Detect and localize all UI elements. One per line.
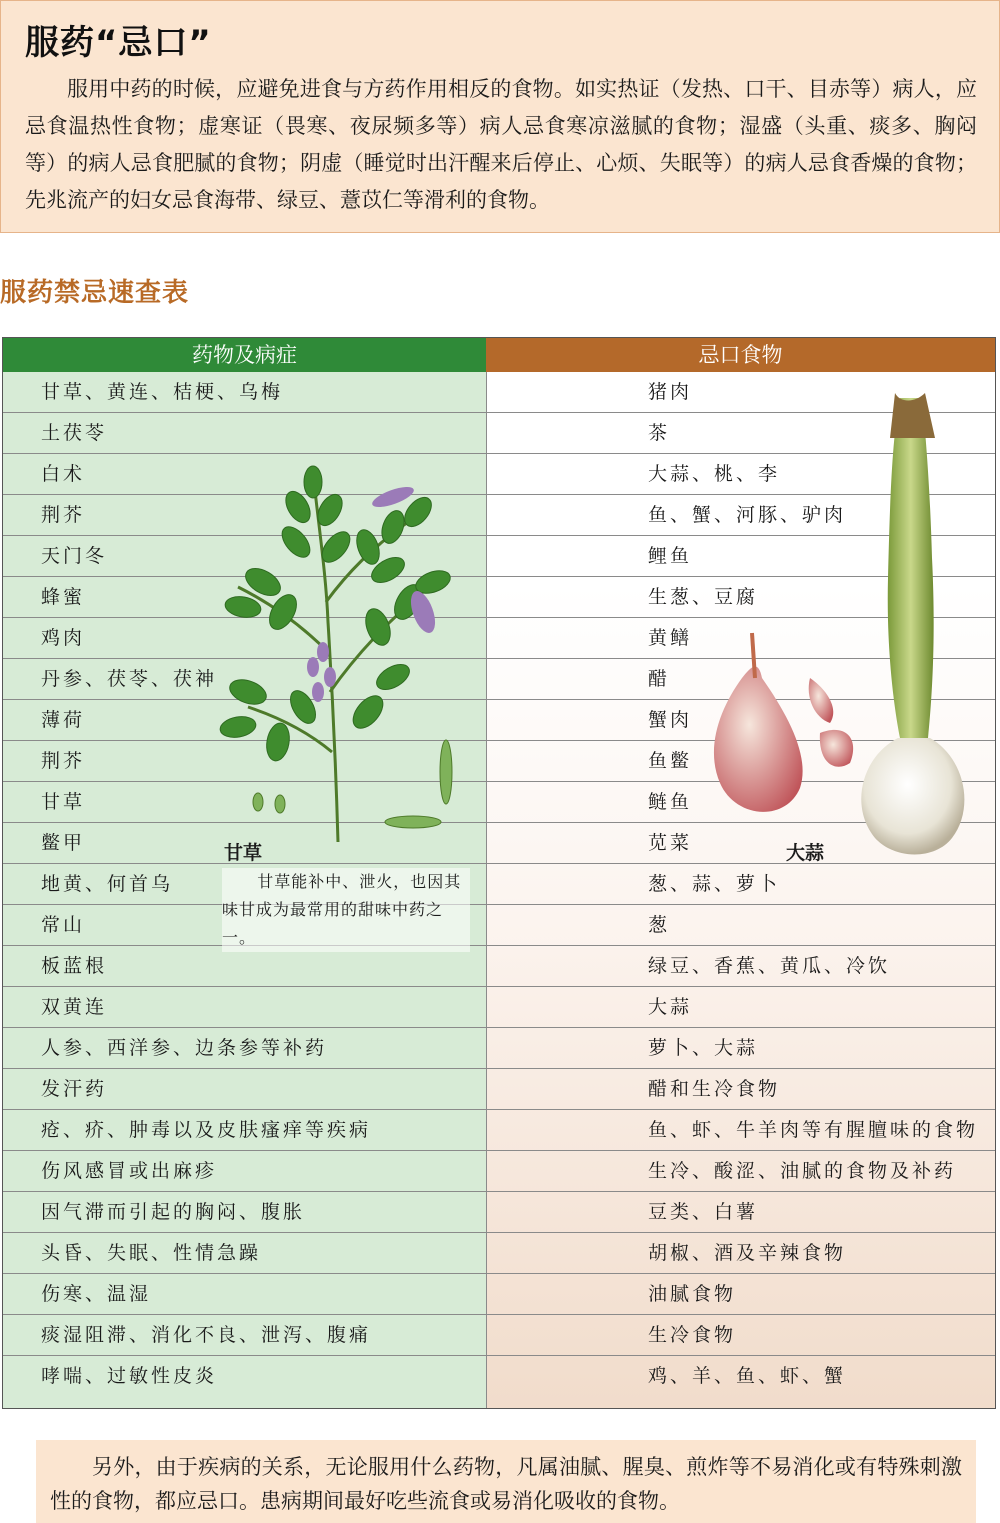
avoid-food-cell: 鱼、蟹、河豚、驴肉 — [648, 504, 847, 526]
table-row — [3, 987, 995, 1028]
licorice-label: 甘草 — [224, 842, 263, 864]
avoid-food-cell: 猪肉 — [648, 381, 693, 403]
table-row — [3, 1069, 995, 1110]
avoid-food-cell: 油腻食物 — [648, 1283, 737, 1305]
table-row — [3, 1028, 995, 1069]
licorice-caption: 甘草能补中、泄火，也因其味甘成为最常用的甜味中药之一。 — [222, 868, 470, 952]
avoid-food-cell: 鲢鱼 — [648, 791, 693, 813]
table-row — [3, 1274, 995, 1315]
avoid-food-cell: 醋 — [648, 668, 671, 690]
medicine-cell: 甘草、黄连、桔梗、乌梅 — [41, 381, 284, 403]
medicine-cell: 鸡肉 — [41, 627, 86, 649]
medicine-cell: 发汗药 — [41, 1078, 108, 1100]
medicine-cell: 荆芥 — [41, 504, 86, 526]
avoid-food-cell: 鱼鳖 — [648, 750, 693, 772]
table-row — [3, 905, 995, 946]
table-row — [3, 1110, 995, 1151]
table-row — [3, 946, 995, 987]
garlic-label: 大蒜 — [786, 842, 825, 864]
medicine-cell: 板蓝根 — [41, 955, 108, 977]
avoid-food-cell: 大蒜 — [648, 996, 693, 1018]
avoid-food-cell: 鸡、羊、鱼、虾、蟹 — [648, 1365, 847, 1387]
avoid-food-cell: 生冷食物 — [648, 1324, 737, 1346]
intro-title: 服药“忌口” — [25, 23, 212, 63]
avoid-food-cell: 苋菜 — [648, 832, 693, 854]
avoid-food-cell: 黄鳝 — [648, 627, 693, 649]
avoid-food-cell: 大蒜、桃、李 — [648, 463, 781, 485]
table-row — [3, 1356, 995, 1397]
avoid-food-cell: 胡椒、酒及辛辣食物 — [648, 1242, 847, 1264]
medicine-cell: 因气滞而引起的胸闷、腹胀 — [41, 1201, 306, 1223]
avoid-food-cell: 醋和生冷食物 — [648, 1078, 781, 1100]
intro-box — [0, 0, 1000, 233]
table-row — [3, 1315, 995, 1356]
avoid-food-cell: 茶 — [648, 422, 671, 444]
avoid-food-cell: 葱 — [648, 914, 671, 936]
table-row — [3, 1233, 995, 1274]
table-row — [3, 864, 995, 905]
avoid-food-cell: 生葱、豆腐 — [648, 586, 759, 608]
avoid-food-cell: 鱼、虾、牛羊肉等有腥膻味的食物 — [648, 1119, 979, 1141]
avoid-food-cell: 鲤鱼 — [648, 545, 693, 567]
table-row — [3, 1192, 995, 1233]
avoid-food-cell: 豆类、白薯 — [648, 1201, 759, 1223]
table-row — [3, 1151, 995, 1192]
medicine-cell: 丹参、茯苓、茯神 — [41, 668, 218, 690]
medicine-cell: 荆芥 — [41, 750, 86, 772]
medicine-cell: 蜂蜜 — [41, 586, 86, 608]
medicine-cell: 鳖甲 — [41, 832, 86, 854]
avoid-food-cell: 生冷、酸涩、油腻的食物及补药 — [648, 1160, 957, 1182]
medicine-cell: 白术 — [41, 463, 86, 485]
outro-box — [36, 1440, 976, 1523]
medicine-cell: 人参、西洋参、边条参等补药 — [41, 1037, 328, 1059]
medicine-cell: 头昏、失眠、性情急躁 — [41, 1242, 262, 1264]
medicine-cell: 甘草 — [41, 791, 86, 813]
medicine-cell: 薄荷 — [41, 709, 86, 731]
medicine-cell: 常山 — [41, 914, 86, 936]
intro-text: 服用中药的时候，应避免进食与方药作用相反的食物。如实热证（发热、口干、目赤等）病人，应忌食温热性食物；虚寒证（畏寒、夜尿频多等）病人忌食寒凉滋腻的食物；湿盛（头重、痰多、胸闷等）的病人忌食肥腻的食物；阴虚（睡觉时出汗醒来后停止、心烦、失眠等）的病人忌食香燥的食物；先兆流产的妇女忌食海带、绿豆、薏苡仁等滑利的食物。 — [25, 77, 977, 212]
avoid-food-cell: 蟹肉 — [648, 709, 693, 731]
medicine-cell: 伤寒、温湿 — [41, 1283, 152, 1305]
medicine-cell: 地黄、何首乌 — [41, 873, 174, 895]
avoid-food-cell: 葱、蒜、萝卜 — [648, 873, 781, 895]
medicine-cell: 土茯苓 — [41, 422, 108, 444]
garlic-icon — [700, 378, 990, 868]
outro-text: 另外，由于疾病的关系，无论服用什么药物，凡属油腻、腥臭、煎炸等不易消化或有特殊刺激性的食物，都应忌口。患病期间最好吃些流食或易消化吸收的食物。 — [50, 1455, 962, 1513]
medicine-cell: 疮、疥、肿毒以及皮肤瘙痒等疾病 — [41, 1119, 372, 1141]
medicine-cell: 痰湿阻滞、消化不良、泄泻、腹痛 — [41, 1324, 372, 1346]
medicine-cell: 哮喘、过敏性皮炎 — [41, 1365, 218, 1387]
header-medicine: 药物及病症 — [3, 338, 486, 372]
licorice-plant-icon — [218, 452, 458, 842]
medicine-cell: 天门冬 — [41, 545, 108, 567]
medicine-cell: 双黄连 — [41, 996, 108, 1018]
section-title: 服药禁忌速查表 — [0, 278, 190, 308]
medicine-cell: 伤风感冒或出麻疹 — [41, 1160, 218, 1182]
header-avoid-food: 忌口食物 — [486, 338, 995, 372]
avoid-food-cell: 绿豆、香蕉、黄瓜、冷饮 — [648, 955, 891, 977]
avoid-food-cell: 萝卜、大蒜 — [648, 1037, 759, 1059]
